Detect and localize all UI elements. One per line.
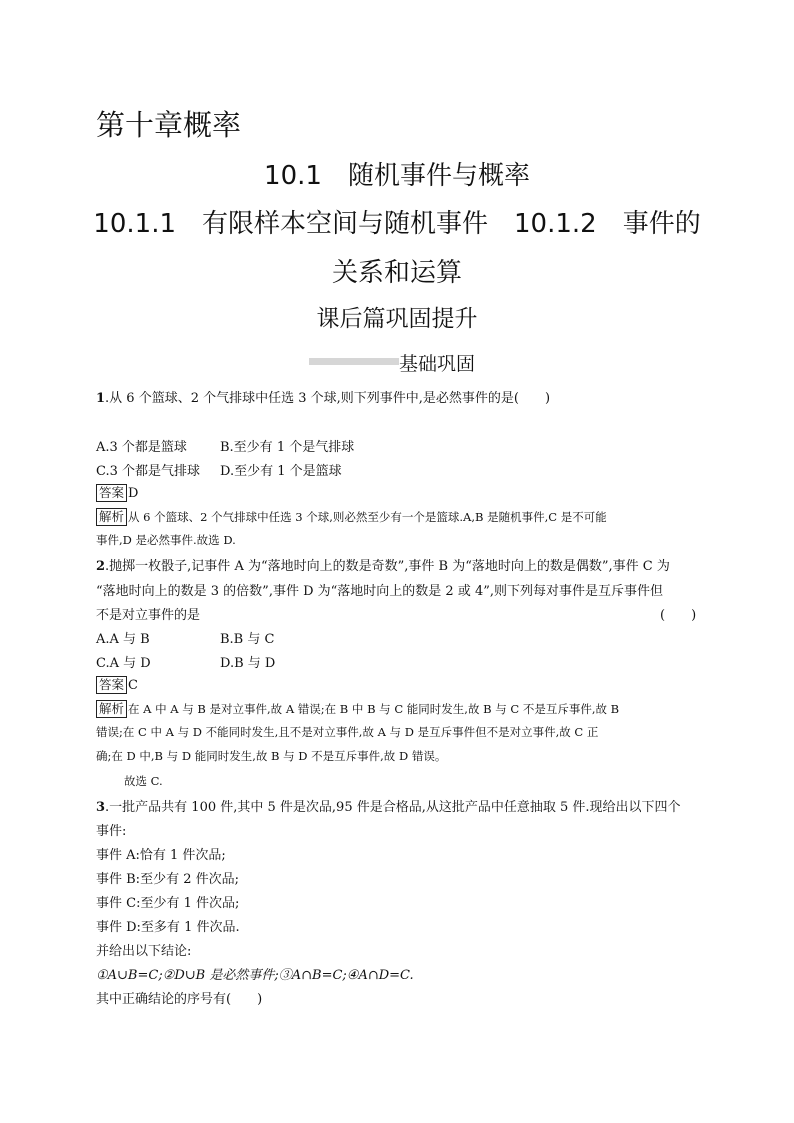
question-2-answer (96, 676, 138, 694)
question-3-stem-line2: 事件: (96, 824, 127, 839)
question-number: 3 (96, 800, 106, 815)
question-2-analysis-line3: 确;在 D 中,B 与 D 能同时发生,故 B 与 D 不是互斥事件,故 D 错误。 (96, 749, 447, 763)
analysis-tag: 解析 (96, 700, 127, 718)
question-3-stem-line1 (96, 796, 681, 815)
analysis-text: 从 6 个篮球、2 个气排球中任选 3 个球,则必然至少有一个是篮球.A,B 是随机事件,C 是不可能 (128, 510, 607, 524)
option-a: A.A 与 B (96, 632, 150, 647)
exercise-title: 课后篇巩固提升 (316, 306, 478, 332)
question-2-analysis-line1 (96, 700, 619, 718)
chapter-title: 第十章概率 (96, 108, 242, 142)
option-a: A.3 个都是篮球 (96, 440, 187, 455)
question-2-stem-line1 (96, 555, 670, 574)
conclusions-list: ①A∪B=C;②D∪B 是必然事件;③A∩B=C;④A∩D=C. (96, 968, 414, 983)
answer-tag: 答案 (96, 676, 127, 694)
question-2-analysis-line4: 故选 C. (124, 774, 163, 788)
event-b: 事件 B:至少有 2 件次品; (96, 872, 239, 887)
analysis-text: 在 A 中 A 与 B 是对立事件,故 A 错误;在 B 中 B 与 C 能同时发生,故 B 与 C 不是互斥事件,故 B (128, 702, 620, 716)
option-c: C.A 与 D (96, 656, 151, 671)
event-c: 事件 C:至少有 1 件次品; (96, 896, 240, 911)
option-b: B.B 与 C (220, 632, 275, 647)
part-label: 基础巩固 (399, 353, 476, 375)
question-text: .一批产品共有 100 件,其中 5 件是次品,95 件是合格品,从这批产品中任意抽取 5 件.现给出以下四个 (105, 800, 681, 815)
question-text: .抛掷一枚骰子,记事件 A 为“落地时向上的数是奇数”,事件 B 为“落地时向上的数是偶数”,事件 C 为 (105, 559, 670, 574)
subsection-title-line2: 关系和运算 (331, 258, 462, 288)
question-number: 1 (96, 391, 106, 406)
conclusion-intro: 并给出以下结论: (96, 944, 192, 959)
answer-value: C (128, 678, 138, 693)
answer-tag: 答案 (96, 484, 127, 502)
question-1-answer (96, 484, 138, 502)
option-d: D.至少有 1 个是篮球 (220, 464, 342, 479)
answer-value: D (128, 486, 139, 501)
question-1-stem (96, 387, 550, 406)
question-1-analysis-line1 (96, 508, 607, 526)
analysis-tag: 解析 (96, 508, 127, 526)
event-d: 事件 D:至多有 1 件次品. (96, 920, 240, 935)
question-text: .从 6 个篮球、2 个气排球中任选 3 个球,则下列事件中,是必然事件的是( ) (105, 391, 551, 406)
question-3-ask: 其中正确结论的序号有( ) (96, 992, 263, 1007)
option-c: C.3 个都是气排球 (96, 464, 201, 479)
event-a: 事件 A:恰有 1 件次品; (96, 848, 226, 863)
option-d: D.B 与 D (220, 656, 276, 671)
option-b: B.至少有 1 个是气排球 (220, 440, 355, 455)
question-number: 2 (96, 559, 106, 574)
question-2-analysis-line2: 错误;在 C 中 A 与 D 不能同时发生,且不是对立事件,故 A 与 D 是互斥事件但不是对立事件,故 C 正 (96, 725, 599, 739)
question-1-analysis-line2: 事件,D 是必然事件.故选 D. (96, 533, 236, 547)
question-2-stem-line3: 不是对立事件的是 (96, 608, 201, 623)
subsection-title-line1: 10.1.1 有限样本空间与随机事件 10.1.2 事件的 (93, 209, 701, 239)
part-label-bar (309, 358, 399, 365)
answer-blank-paren: ( ) (660, 608, 697, 623)
section-title: 10.1 随机事件与概率 (264, 161, 530, 191)
question-2-stem-line2: “落地时向上的数是 3 的倍数”,事件 D 为“落地时向上的数是 2 或 4”,则下列每对事件是互斥事件但 (96, 584, 664, 599)
